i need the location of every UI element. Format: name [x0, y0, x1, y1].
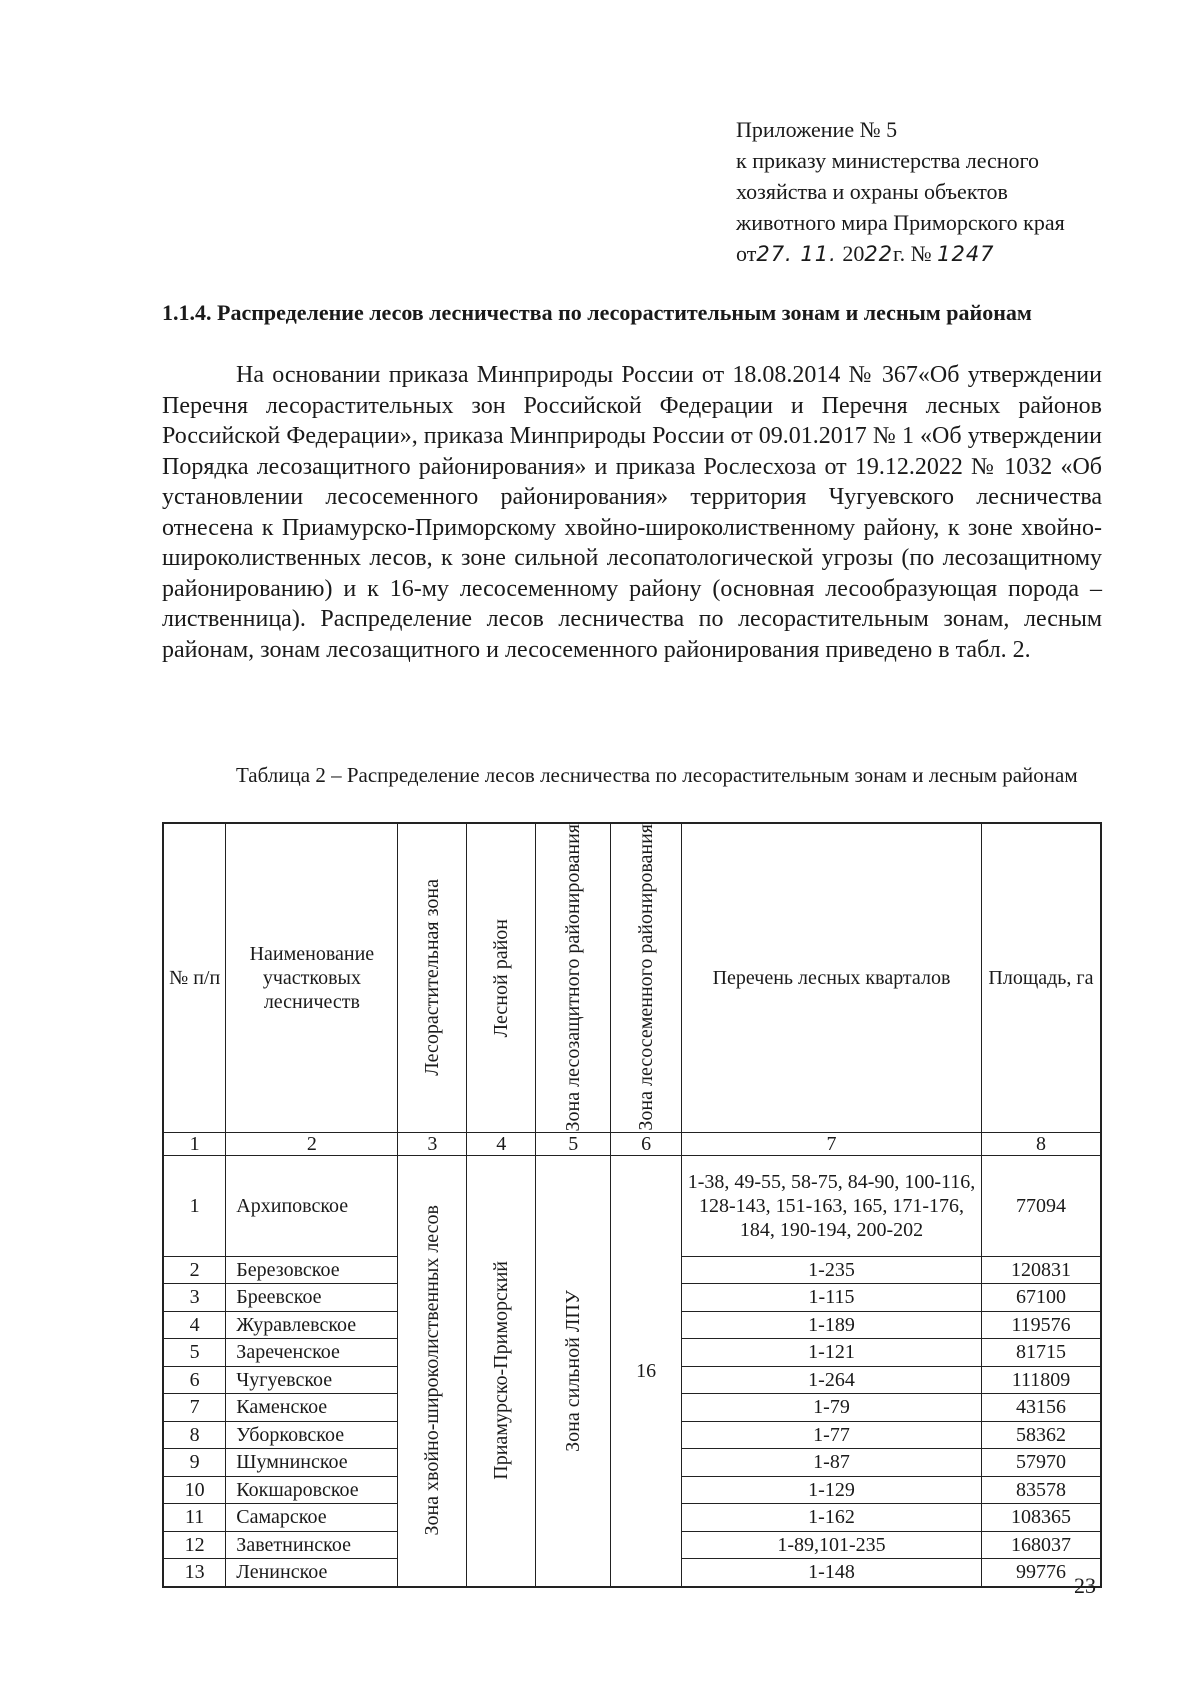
row-name: Заветнинское	[226, 1531, 398, 1559]
column-number: 4	[467, 1132, 536, 1155]
row-no: 5	[163, 1339, 226, 1367]
row-area: 168037	[981, 1531, 1101, 1559]
row-quarters: 1-162	[682, 1504, 982, 1532]
year-prefix: 20	[842, 241, 865, 266]
row-quarters: 1-79	[682, 1394, 982, 1422]
appendix-block	[736, 114, 1065, 270]
handwritten-date: 27. 11.	[756, 242, 837, 266]
row-no: 9	[163, 1449, 226, 1477]
merged-zone	[398, 1155, 467, 1587]
row-quarters: 1-189	[682, 1311, 982, 1339]
row-name: Ленинское	[226, 1559, 398, 1587]
merged-protect-zone-text: Зона сильной ЛПУ	[562, 1289, 585, 1452]
handwritten-year: 22	[864, 242, 894, 266]
row-area: 81715	[981, 1339, 1101, 1367]
merged-district-text: Приамурско-Приморский	[490, 1261, 513, 1480]
row-no: 13	[163, 1559, 226, 1587]
row-area: 120831	[981, 1256, 1101, 1284]
header-zone	[398, 823, 467, 1132]
header-district	[467, 823, 536, 1132]
row-area: 108365	[981, 1504, 1101, 1532]
row-quarters: 1-235	[682, 1256, 982, 1284]
appendix-date-line	[736, 238, 1065, 270]
row-name: Зареченское	[226, 1339, 398, 1367]
row-no: 11	[163, 1504, 226, 1532]
merged-district	[467, 1155, 536, 1587]
row-quarters: 1-77	[682, 1421, 982, 1449]
header-area: Площадь, га	[981, 823, 1101, 1132]
header-zone-text: Лесорастительная зона	[421, 879, 444, 1077]
header-no: № п/п	[163, 823, 226, 1132]
row-name: Архиповское	[226, 1155, 398, 1256]
column-number: 2	[226, 1132, 398, 1155]
header-name: Наименование участковых лесничеств	[226, 823, 398, 1132]
page-number: 23	[1074, 1573, 1096, 1598]
row-no: 12	[163, 1531, 226, 1559]
appendix-line: хозяйства и охраны объектов	[736, 179, 1008, 204]
row-no: 1	[163, 1155, 226, 1256]
row-quarters: 1-38, 49-55, 58-75, 84-90, 100-116, 128-143, 151-163, 165, 171-176, 184, 190-194, 200-202	[682, 1155, 982, 1256]
row-name: Березовское	[226, 1256, 398, 1284]
row-name: Уборковское	[226, 1421, 398, 1449]
row-area: 119576	[981, 1311, 1101, 1339]
row-no: 8	[163, 1421, 226, 1449]
header-seed-zone	[611, 823, 682, 1132]
column-number: 5	[536, 1132, 611, 1155]
column-number: 8	[981, 1132, 1101, 1155]
row-quarters: 1-121	[682, 1339, 982, 1367]
row-name: Шумнинское	[226, 1449, 398, 1477]
row-name: Бреевское	[226, 1284, 398, 1312]
row-quarters: 1-115	[682, 1284, 982, 1312]
row-no: 4	[163, 1311, 226, 1339]
row-area: 57970	[981, 1449, 1101, 1477]
table-row	[163, 1155, 1101, 1256]
row-area: 43156	[981, 1394, 1101, 1422]
merged-zone-text: Зона хвойно-широколиственных лесов	[421, 1205, 444, 1536]
row-area: 58362	[981, 1421, 1101, 1449]
column-number: 7	[682, 1132, 982, 1155]
header-quarters: Перечень лесных кварталов	[682, 823, 982, 1132]
forest-distribution-table	[162, 822, 1102, 1588]
column-number: 1	[163, 1132, 226, 1155]
appendix-title: Приложение № 5	[736, 117, 898, 142]
row-area: 67100	[981, 1284, 1101, 1312]
header-district-text: Лесной район	[490, 918, 513, 1037]
row-quarters: 1-89,101-235	[682, 1531, 982, 1559]
row-area: 83578	[981, 1476, 1101, 1504]
number-prefix: г. №	[893, 241, 932, 266]
header-protect-zone-text: Зона лесозащитного районирования	[562, 824, 585, 1132]
merged-seed-zone: 16	[611, 1155, 682, 1587]
row-no: 10	[163, 1476, 226, 1504]
row-no: 2	[163, 1256, 226, 1284]
row-quarters: 1-264	[682, 1366, 982, 1394]
row-area: 99776	[981, 1559, 1101, 1587]
section-heading: 1.1.4. Распределение лесов лесничества по лесорастительным зонам и лесным районам	[162, 300, 1032, 325]
row-area: 111809	[981, 1366, 1101, 1394]
section-paragraph: На основании приказа Минприроды России от 18.08.2014 № 367«Об утверждении Перечня лесорастительных зон Российской Федерации и Перечня лесных районов Российской Федерации», приказа Минприроды России от 09.01.2017 № 1 «Об утверждении Порядка лесозащитного районирования» и приказа Рослесхоза от 19.12.2022 № 1032 «Об установлении лесосеменного районирования» территория Чугуевского лесничества отнесена к Приамурско-Приморскому хвойно-широколиственному району, к зоне хвойно-широколиственных лесов, к зоне сильной лесопатологической угрозы (по лесозащитному районированию) и к 16-му лесосеменному району (основная лесообразующая порода – лиственница). Распределение лесов лесничества по лесорастительным зонам, лесным районам, зонам лесозащитного и лесосеменного районирования приведено в табл. 2.	[162, 362, 1102, 663]
row-no: 3	[163, 1284, 226, 1312]
appendix-line: животного мира Приморского края	[736, 210, 1065, 235]
date-prefix: от	[736, 241, 757, 266]
row-name: Журавлевское	[226, 1311, 398, 1339]
handwritten-number: 1247	[937, 242, 995, 266]
header-row	[163, 823, 1101, 1132]
row-quarters: 1-87	[682, 1449, 982, 1477]
merged-protect-zone	[536, 1155, 611, 1587]
row-quarters: 1-129	[682, 1476, 982, 1504]
column-number: 6	[611, 1132, 682, 1155]
row-area: 77094	[981, 1155, 1101, 1256]
row-name: Каменское	[226, 1394, 398, 1422]
column-number-row	[163, 1132, 1101, 1155]
header-seed-zone-text: Зона лесосеменного районирования	[635, 824, 658, 1132]
row-name: Самарское	[226, 1504, 398, 1532]
row-name: Чугуевское	[226, 1366, 398, 1394]
row-name: Кокшаровское	[226, 1476, 398, 1504]
column-number: 3	[398, 1132, 467, 1155]
row-quarters: 1-148	[682, 1559, 982, 1587]
table-caption: Таблица 2 – Распределение лесов лесничества по лесорастительным зонам и лесным районам	[236, 763, 1078, 787]
appendix-line: к приказу министерства лесного	[736, 148, 1040, 173]
row-no: 7	[163, 1394, 226, 1422]
row-no: 6	[163, 1366, 226, 1394]
header-protect-zone	[536, 823, 611, 1132]
